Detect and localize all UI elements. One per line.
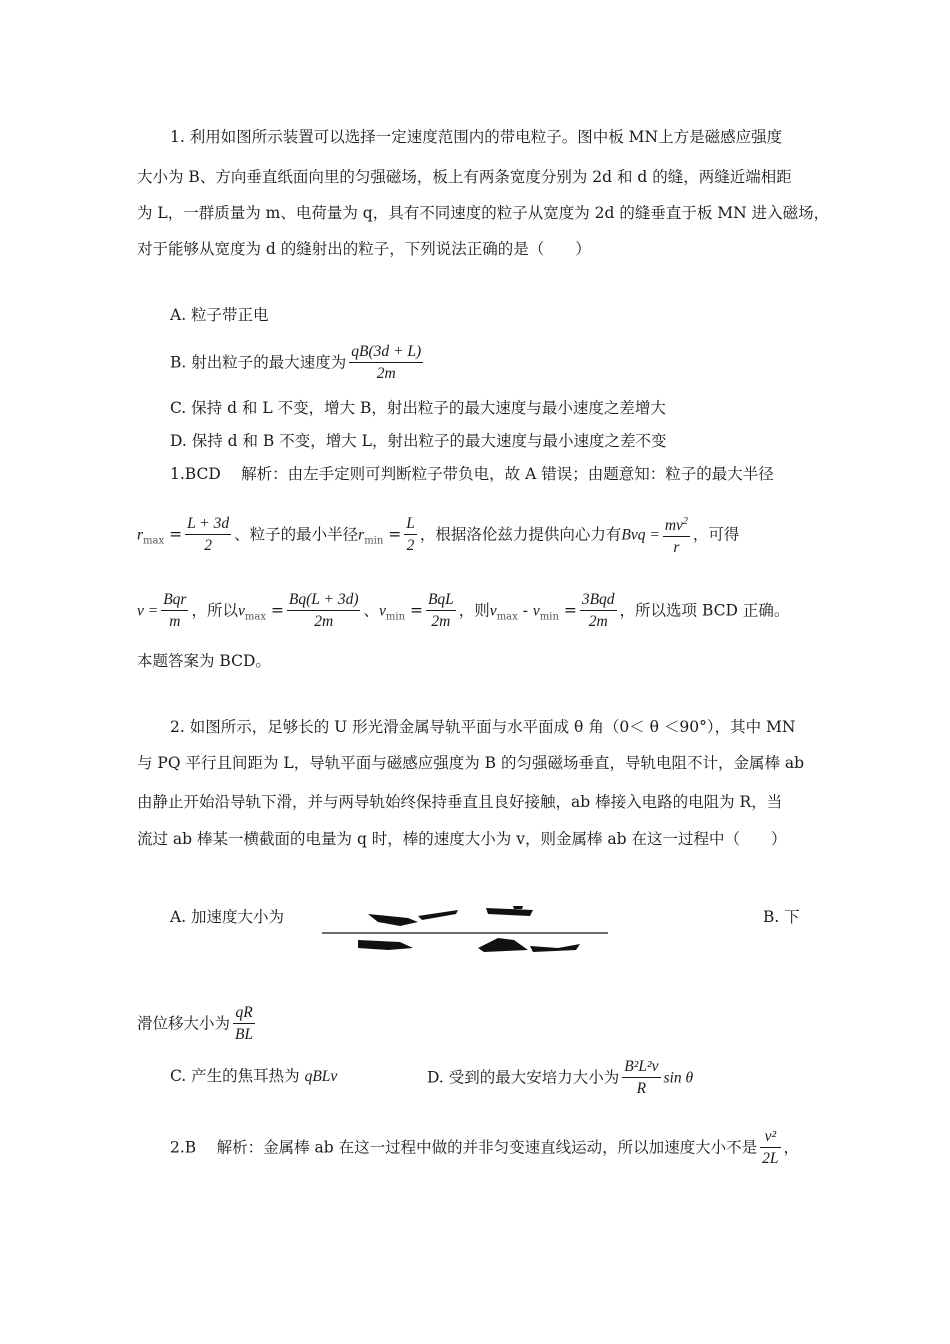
centripetal-fraction: $\frac{mv^2}{r}$ bbox=[663, 512, 690, 559]
q2-option-a: A. 加速度大小为 bbox=[170, 908, 285, 926]
vmin-fraction: $\frac{\text{BqL}}{2m}$ bbox=[427, 591, 454, 630]
q2-line-1: 2. 如图所示，足够长的 U 形光滑金属导轨平面与水平面成 θ 角（0＜ θ ＜90°），其中 MN bbox=[170, 718, 796, 736]
q1-option-a: A. 粒子带正电 bbox=[170, 306, 269, 324]
q2-option-b-tail: 滑位移大小为 $\frac{qR}{BL}$ bbox=[137, 1003, 258, 1046]
q2-line-2: 与 PQ 平行且间距为 L，导轨平面与磁感应强度为 B 的匀强磁场垂直，导轨电阻不计，金属棒 ab bbox=[137, 754, 805, 772]
q1-answer-line-3: v = $\frac{\text{Bqr}}{m}$ ，所以$v_{max}$ = $\frac{Bq(L + 3d)}{2m}$ 、$v_{min}$ = $\frac{\text{BqL}}{2m}$ ，则$v_{max} - v_{min}$ = $\frac{\text{3Bqd}}{2m}$ ，所以选项 BCD 正确。 bbox=[137, 590, 789, 633]
q2-option-c: C. 产生的焦耳热为 qBLv bbox=[170, 1067, 338, 1085]
q2-answer-line: 2.B 解析：金属棒 ab 在这一过程中做的并非匀变速直线运动，所以加速度大小不是 $\frac{\text{v²}}{2L}$ ， bbox=[170, 1127, 799, 1170]
q2-line-3: 由静止开始沿导轨下滑，并与两导轨始终保持垂直且良好接触，ab 棒接入电路的电阻为 R，当 bbox=[137, 793, 783, 811]
diff-fraction: $\frac{\text{3Bqd}}{2m}$ bbox=[581, 591, 615, 630]
q2-option-b-head: B. 下 bbox=[763, 908, 800, 926]
q1-option-b bbox=[170, 342, 426, 385]
q1-line-2: 大小为 B、方向垂直纸面向里的匀强磁场，板上有两条宽度分别为 2d 和 d 的缝，两缝近端相距 bbox=[137, 168, 792, 186]
q1-answer-line-2: $r_{max}$ = $\frac{L + 3d}{2}$ 、粒子的最小半径$r_{min}$ = $\frac{L}{2}$ ，根据洛伦兹力提供向心力有Bvq = $\frac{mv^2}{r}$ ，可得 bbox=[137, 512, 739, 559]
q1-line-3: 为 L，一群质量为 m、电荷量为 q，具有不同速度的粒子从宽度为 2d 的缝垂直于板 MN 进入磁场， bbox=[137, 204, 830, 222]
q1-answer-line-1: 1.BCD 解析：由左手定则可判断粒子带负电，故 A 错误；由题意知：粒子的最大半径 bbox=[170, 465, 774, 483]
q2-option-d: D. 受到的最大安培力大小为 $\frac{\text{B²L²v}}{R}$ sin θ bbox=[427, 1057, 693, 1100]
broken-formula-image bbox=[318, 900, 618, 960]
q2-option-b-fraction: $\frac{qR}{BL}$ bbox=[235, 1004, 254, 1043]
q2-option-d-fraction: $\frac{\text{B²L²v}}{R}$ bbox=[624, 1058, 659, 1097]
v-fraction: $\frac{\text{Bqr}}{m}$ bbox=[163, 591, 187, 630]
q1-line-1: 1. 利用如图所示装置可以选择一定速度范围内的带电粒子。图中板 MN上方是磁感应强度 bbox=[170, 128, 783, 146]
vmax-fraction: $\frac{Bq(L + 3d)}{2m}$ bbox=[288, 591, 359, 630]
q1-option-c: C. 保持 d 和 L 不变，增大 B，射出粒子的最大速度与最小速度之差增大 bbox=[170, 399, 666, 417]
q1-line-4: 对于能够从宽度为 d 的缝射出的粒子，下列说法正确的是（ ） bbox=[137, 240, 591, 258]
rmin-fraction: $\frac{L}{2}$ bbox=[406, 515, 415, 554]
q1-option-b-text: B. 射出粒子的最大速度为 bbox=[170, 353, 347, 372]
q1-option-b-fraction: $\frac{qB(3d + L)}{2m}$ bbox=[351, 343, 422, 382]
q1-option-d: D. 保持 d 和 B 不变，增大 L，射出粒子的最大速度与最小速度之差不变 bbox=[170, 432, 667, 450]
rmax-fraction: $\frac{L + 3d}{2}$ bbox=[187, 515, 230, 554]
q2-answer-fraction: $\frac{\text{v²}}{2L}$ bbox=[762, 1128, 779, 1167]
q1-conclusion: 本题答案为 BCD。 bbox=[137, 652, 271, 670]
q2-line-4: 流过 ab 棒某一横截面的电量为 q 时，棒的速度大小为 v，则金属棒 ab 在这一过程中（ ） bbox=[137, 830, 787, 848]
